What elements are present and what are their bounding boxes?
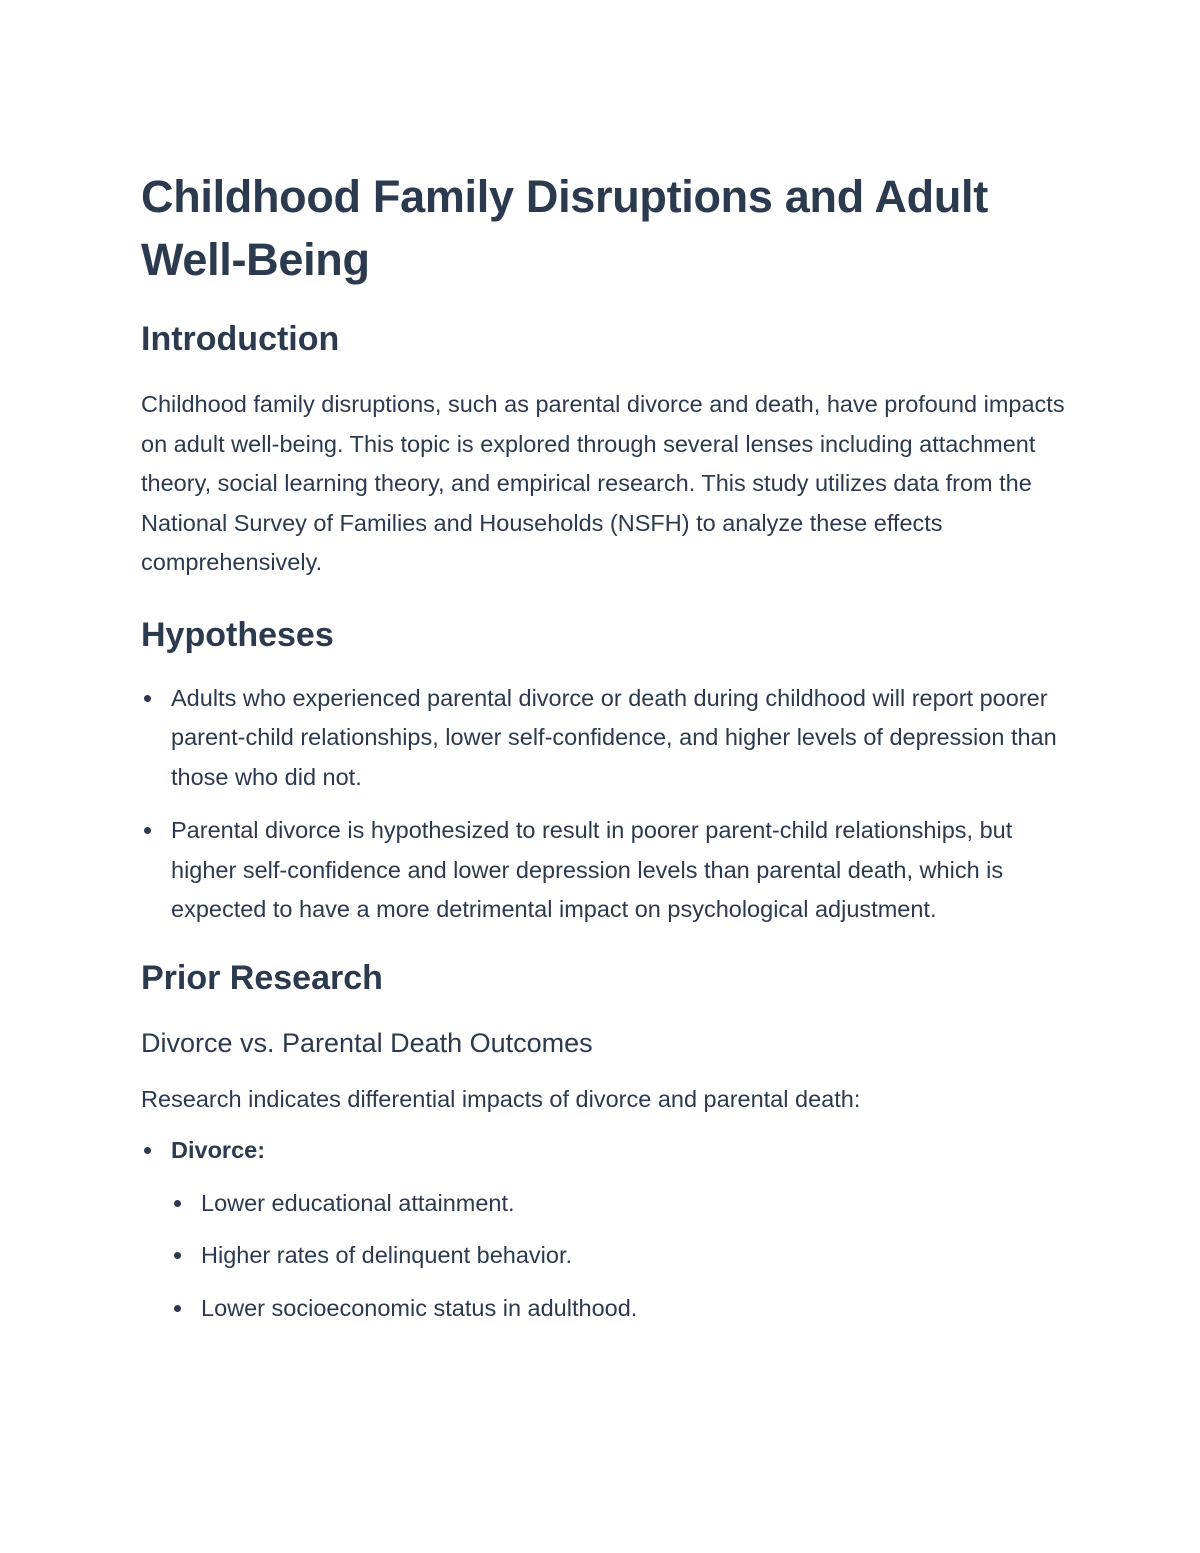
outcome-text: Lower educational attainment. (201, 1189, 515, 1216)
bullet-icon (174, 1200, 181, 1207)
bullet-icon (174, 1305, 181, 1312)
prior-research-list (141, 1131, 1071, 1328)
list-item (171, 1236, 1071, 1276)
list-item (141, 679, 1071, 798)
hypothesis-text: Parental divorce is hypothesized to result in poorer parent-child relationships, but higher self-confidence and lower depression levels than parental death, which is expected to have a more detrimental impact on psychological adjustment. (171, 817, 1013, 922)
hypotheses-list (141, 679, 1071, 930)
divorce-outcomes-list (171, 1184, 1071, 1329)
introduction-paragraph: Childhood family disruptions, such as parental divorce and death, have profound impacts on adult well-being. This topic is explored through several lenses including attachment theory, social learning theory, and empirical research. This study utilizes data from the National Survey of Families and Households (NSFH) to analyze these effects comprehensively. (141, 391, 1065, 575)
outcome-text: Higher rates of delinquent behavior. (201, 1242, 573, 1268)
prior-research-intro: Research indicates differential impacts of divorce and parental death: (141, 1085, 861, 1112)
outcome-text: Lower socioeconomic status in adulthood. (201, 1294, 638, 1321)
bullet-icon (174, 1252, 181, 1259)
divorce-label: Divorce: (171, 1137, 266, 1163)
hypotheses-heading: Hypotheses (141, 615, 334, 654)
list-item (171, 1184, 1071, 1224)
prior-research-heading: Prior Research (141, 958, 383, 997)
bullet-icon (144, 827, 151, 834)
bullet-icon (144, 695, 151, 702)
introduction-heading: Introduction (141, 320, 340, 358)
bullet-icon (144, 1147, 151, 1154)
list-item (141, 811, 1071, 930)
document-title: Childhood Family Disruptions and Adult Well-Being (141, 171, 988, 285)
list-item (171, 1289, 1071, 1329)
hypothesis-text: Adults who experienced parental divorce or death during childhood will report poorer parent-child relationships, lower self-confidence, and higher levels of depression than those who did not. (171, 684, 1057, 790)
document-page (141, 165, 1071, 1328)
list-item (141, 1131, 1071, 1328)
divorce-vs-death-subheading: Divorce vs. Parental Death Outcomes (141, 1027, 593, 1058)
